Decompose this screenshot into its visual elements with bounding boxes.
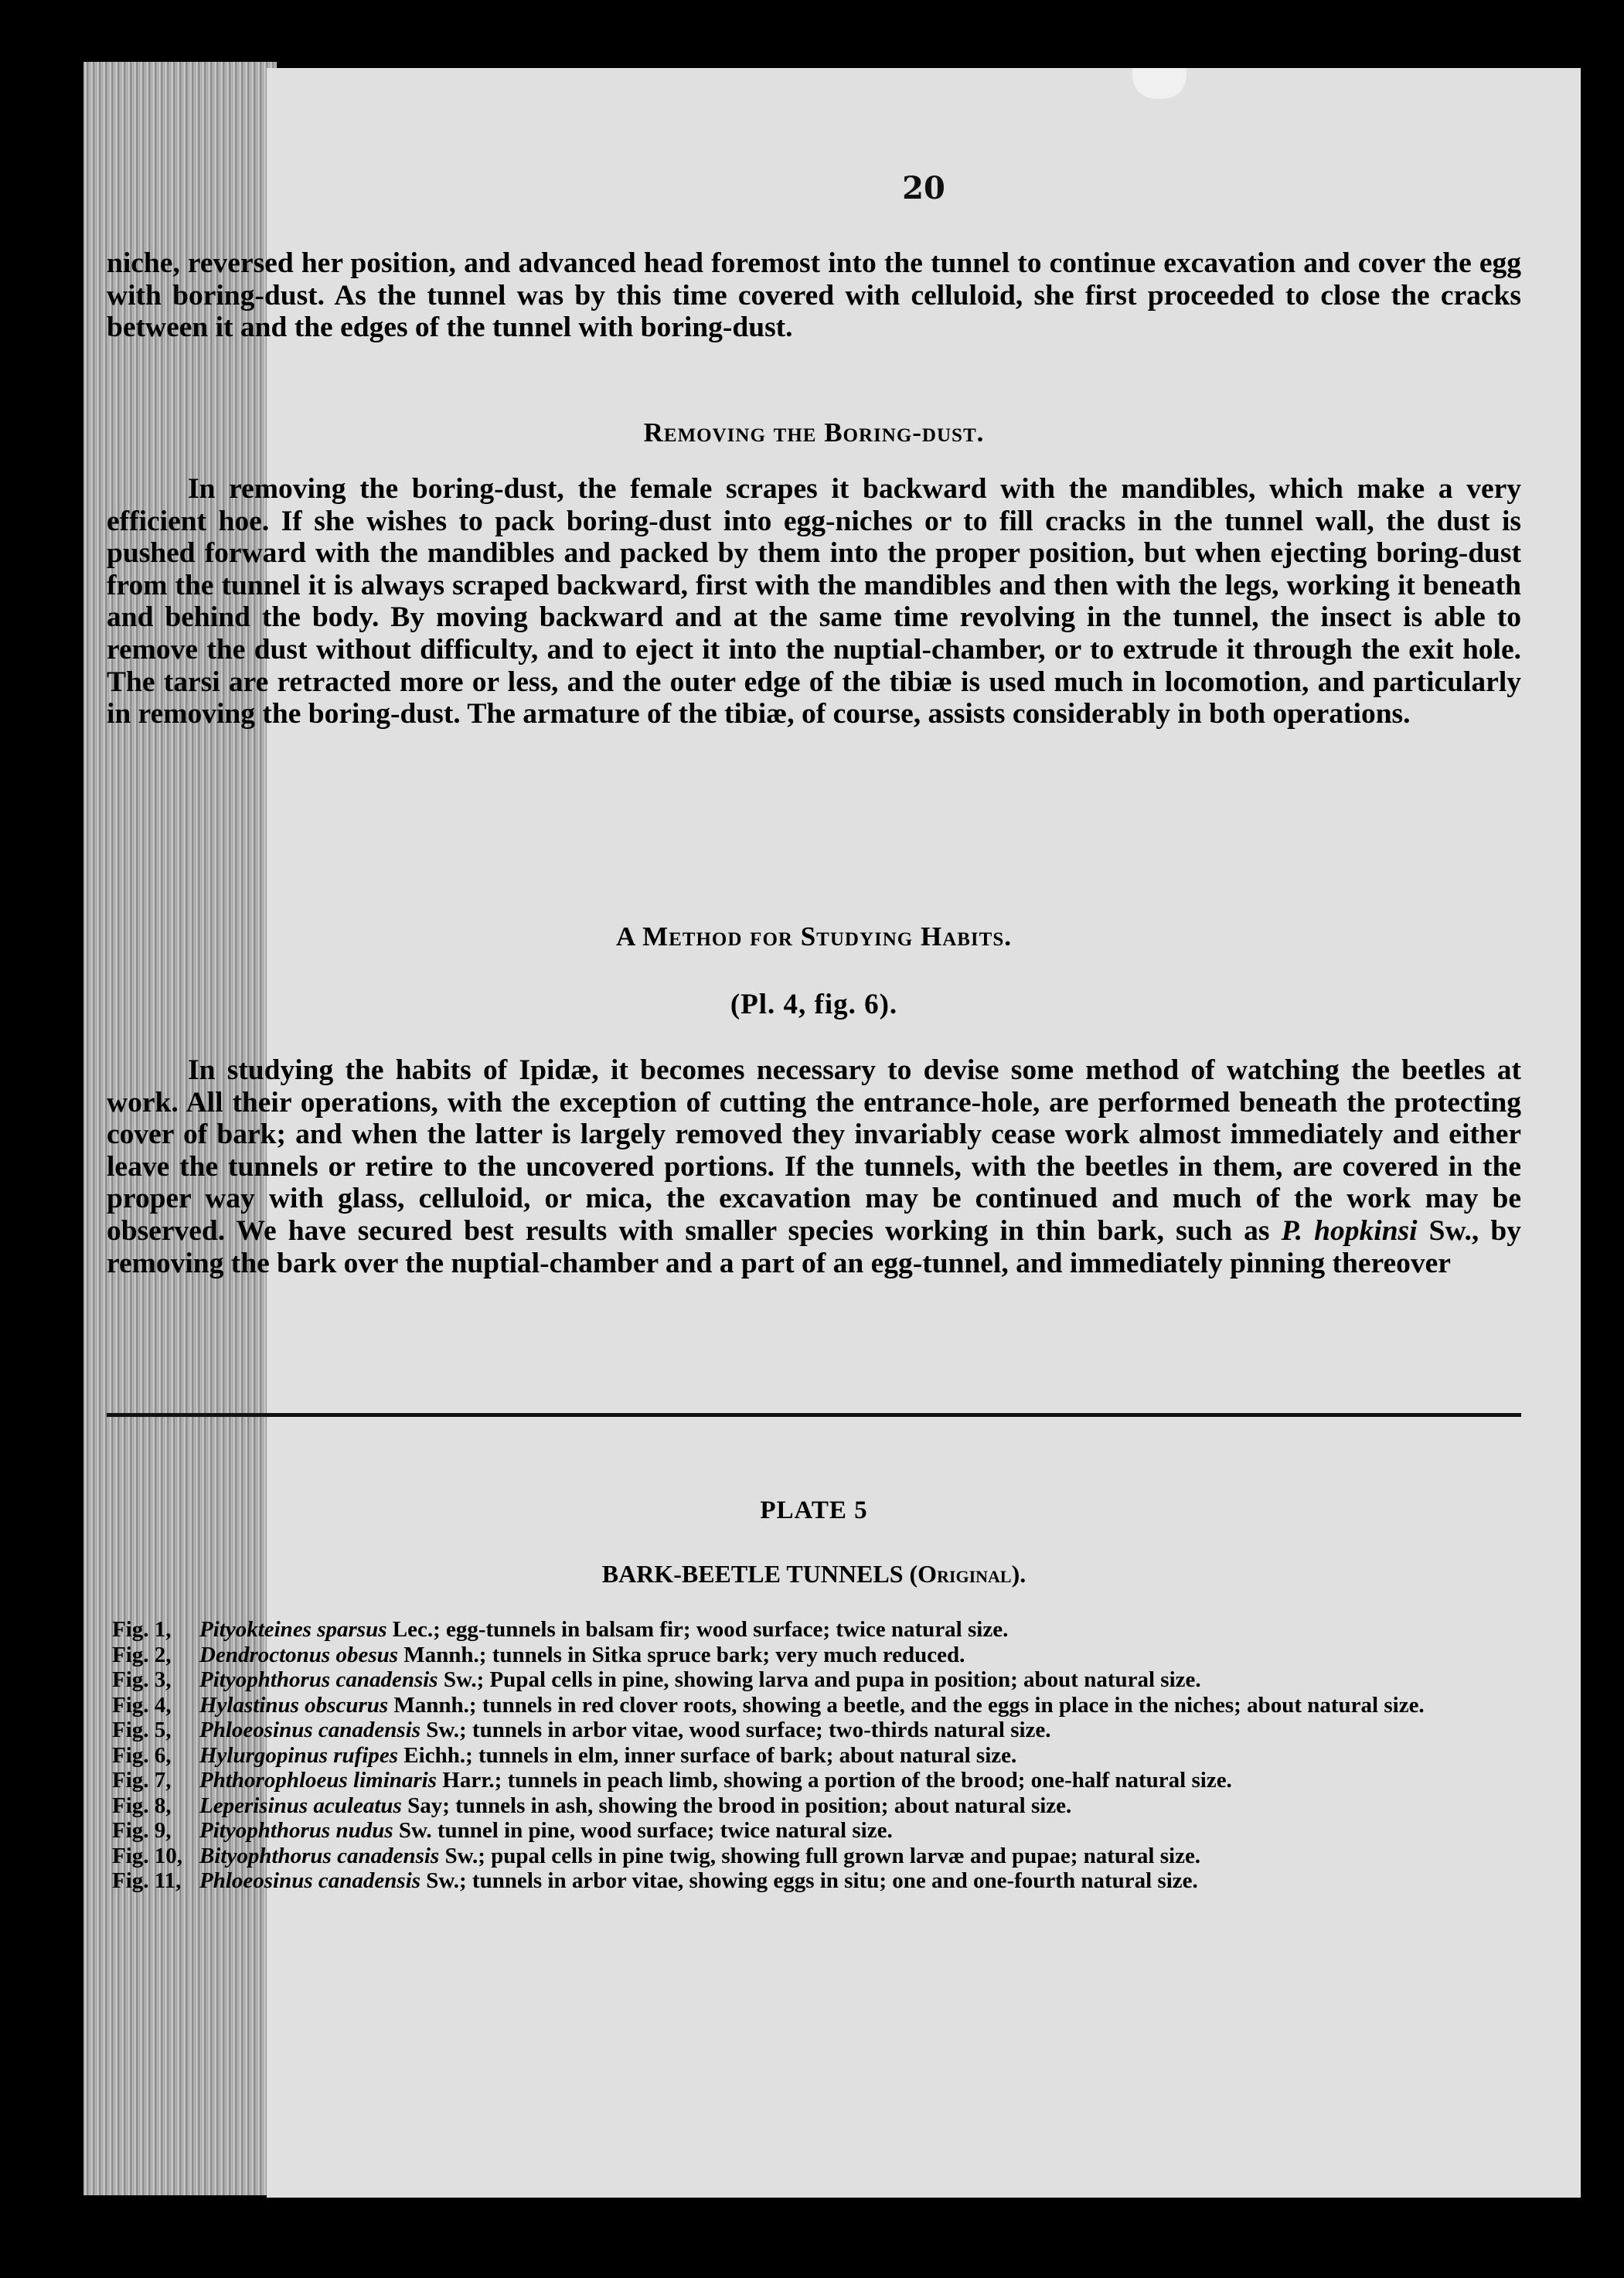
section2-text-part2: Sw., by removing the bark over the nuptial-chamber and a part of an egg-tunnel, and immediately pinning thereover [107, 1214, 1521, 1279]
figure-species: Dendroctonus obesus [199, 1642, 399, 1667]
species-name-hopkinsi: P. hopkinsi [1281, 1214, 1418, 1247]
figure-number: Fig. 9, [112, 1818, 172, 1843]
figure-caption [112, 1868, 1527, 1894]
figure-number: Fig. 1, [112, 1617, 172, 1642]
figure-description: Sw. tunnel in pine, wood surface; twice natural size. [393, 1818, 893, 1843]
figure-description: Sw.; pupal cells in pine twig, showing full grown larvæ and pupae; natural size. [439, 1843, 1201, 1868]
section1-paragraph: In removing the boring-dust, the female scrapes it backward with the mandibles, which make a very efficient hoe. If she wishes to pack boring-dust into egg-niches or to fill cracks in the tunnel wall, the dust is pushed forward with the mandibles and packed by them into the proper position, but when ejecting boring-dust from the tunnel it is always scraped backward, first with the mandibles and then with the legs, working it beneath and behind the body. By moving backward and at the same time revolving in the tunnel, the insect is able to remove the dust without difficulty, and to eject it into the nuptial-chamber, or to extrude it through the exit hole. The tarsi are retracted more or less, and the outer edge of the tibiæ is used much in locomotion, and particularly in removing the boring-dust. The armature of the tibiæ, of course, assists considerably in both operations. [107, 473, 1521, 730]
section2-paragraph [107, 1054, 1521, 1279]
horizontal-rule [107, 1413, 1521, 1417]
page-number: 20 [902, 170, 945, 206]
figure-description: Sw.; tunnels in arbor vitae, wood surface; two-thirds natural size. [420, 1718, 1051, 1742]
figure-caption [112, 1718, 1527, 1743]
figure-caption [112, 1667, 1527, 1693]
figure-number: Fig. 3, [112, 1667, 172, 1692]
plate-subtitle-note: (Original). [909, 1560, 1026, 1588]
figure-number: Fig. 10, [112, 1843, 183, 1868]
figure-species: Leperisinus aculeatus [199, 1793, 402, 1818]
intro-paragraph: niche, reversed her position, and advanced head foremost into the tunnel to continue excavation and cover the egg with boring-dust. As the tunnel was by this time covered with celluloid, she first proceeded to close the cracks between it and the edges of the tunnel with boring-dust. [107, 247, 1521, 344]
figure-number: Fig. 6, [112, 1742, 172, 1768]
figure-caption [112, 1818, 1527, 1844]
figure-caption [112, 1617, 1527, 1643]
section-heading-removing-boring-dust: Removing the Boring-dust. [643, 417, 985, 448]
plate-subtitle-main: BARK-BEETLE TUNNELS [601, 1560, 904, 1588]
figure-caption [112, 1643, 1527, 1668]
section-heading-method-studying-habits: A Method for Studying Habits. [616, 921, 1012, 952]
figure-species: Phloeosinus canadensis [199, 1868, 421, 1893]
figure-caption [112, 1743, 1527, 1769]
plate-reference: (Pl. 4, fig. 6). [730, 989, 898, 1020]
figure-number: Fig. 11, [112, 1868, 182, 1893]
figure-description: Sw.; tunnels in arbor vitae, showing eggs in situ; one and one-fourth natural size. [420, 1868, 1198, 1893]
figure-captions-list [112, 1617, 1527, 1894]
figure-description: Sw.; Pupal cells in pine, showing larva and pupa in position; about natural size. [437, 1667, 1201, 1692]
section2-paragraph-block [107, 1054, 1521, 1279]
figure-caption [112, 1793, 1527, 1819]
intro-paragraph-block [107, 247, 1521, 344]
figure-species: Phloeosinus canadensis [199, 1718, 421, 1742]
figure-caption [112, 1693, 1527, 1718]
figure-description: Eichh.; tunnels in elm, inner surface of bark; about natural size. [398, 1742, 1017, 1768]
figure-caption [112, 1844, 1527, 1869]
figure-number: Fig. 5, [112, 1718, 172, 1742]
figure-description: Mannh.; tunnels in Sitka spruce bark; very much reduced. [398, 1642, 965, 1667]
figure-species: Phthorophloeus liminaris [199, 1768, 437, 1793]
figure-species: Pityophthorus canadensis [199, 1667, 438, 1692]
page-tear-mark [1132, 68, 1187, 99]
section2-text-part1: In studying the habits of Ipidæ, it becomes necessary to devise some method of watching the beetles at work. All their operations, with the exception of cutting the entrance-hole, are performed beneath the protecting cover of bark; and when the latter is largely removed they invariably cease work almost immediately and either leave the tunnels or retire to the uncovered portions. If the tunnels, with the beetles in them, are covered in the proper way with glass, celluloid, or mica, the excavation may be continued and much of the work may be observed. We have secured best results with smaller species working in thin bark, such as [107, 1054, 1521, 1247]
figure-number: Fig. 8, [112, 1793, 172, 1818]
figure-description: Say; tunnels in ash, showing the brood in position; about natural size. [401, 1793, 1072, 1818]
figure-description: Harr.; tunnels in peach limb, showing a portion of the brood; one-half natural size. [437, 1768, 1232, 1793]
plate-title: PLATE 5 [760, 1497, 868, 1524]
figure-number: Fig. 2, [112, 1642, 172, 1667]
figure-species: Hylurgopinus rufipes [199, 1742, 399, 1768]
figure-number: Fig. 7, [112, 1768, 172, 1793]
figure-species: Bityophthorus canadensis [199, 1843, 440, 1868]
figure-description: Lec.; egg-tunnels in balsam fir; wood surface; twice natural size. [386, 1617, 1009, 1642]
figure-caption [112, 1768, 1527, 1793]
figure-species: Hylastinus obscurus [199, 1692, 389, 1718]
plate-subtitle [107, 1560, 1521, 1588]
section1-paragraph-block [107, 473, 1521, 730]
figure-number: Fig. 4, [112, 1692, 172, 1718]
figure-description: Mannh.; tunnels in red clover roots, showing a beetle, and the eggs in place in the niches; about natural size. [388, 1692, 1425, 1718]
figure-species: Pityophthorus nudus [199, 1818, 393, 1843]
figure-species: Pityokteines sparsus [199, 1617, 387, 1642]
